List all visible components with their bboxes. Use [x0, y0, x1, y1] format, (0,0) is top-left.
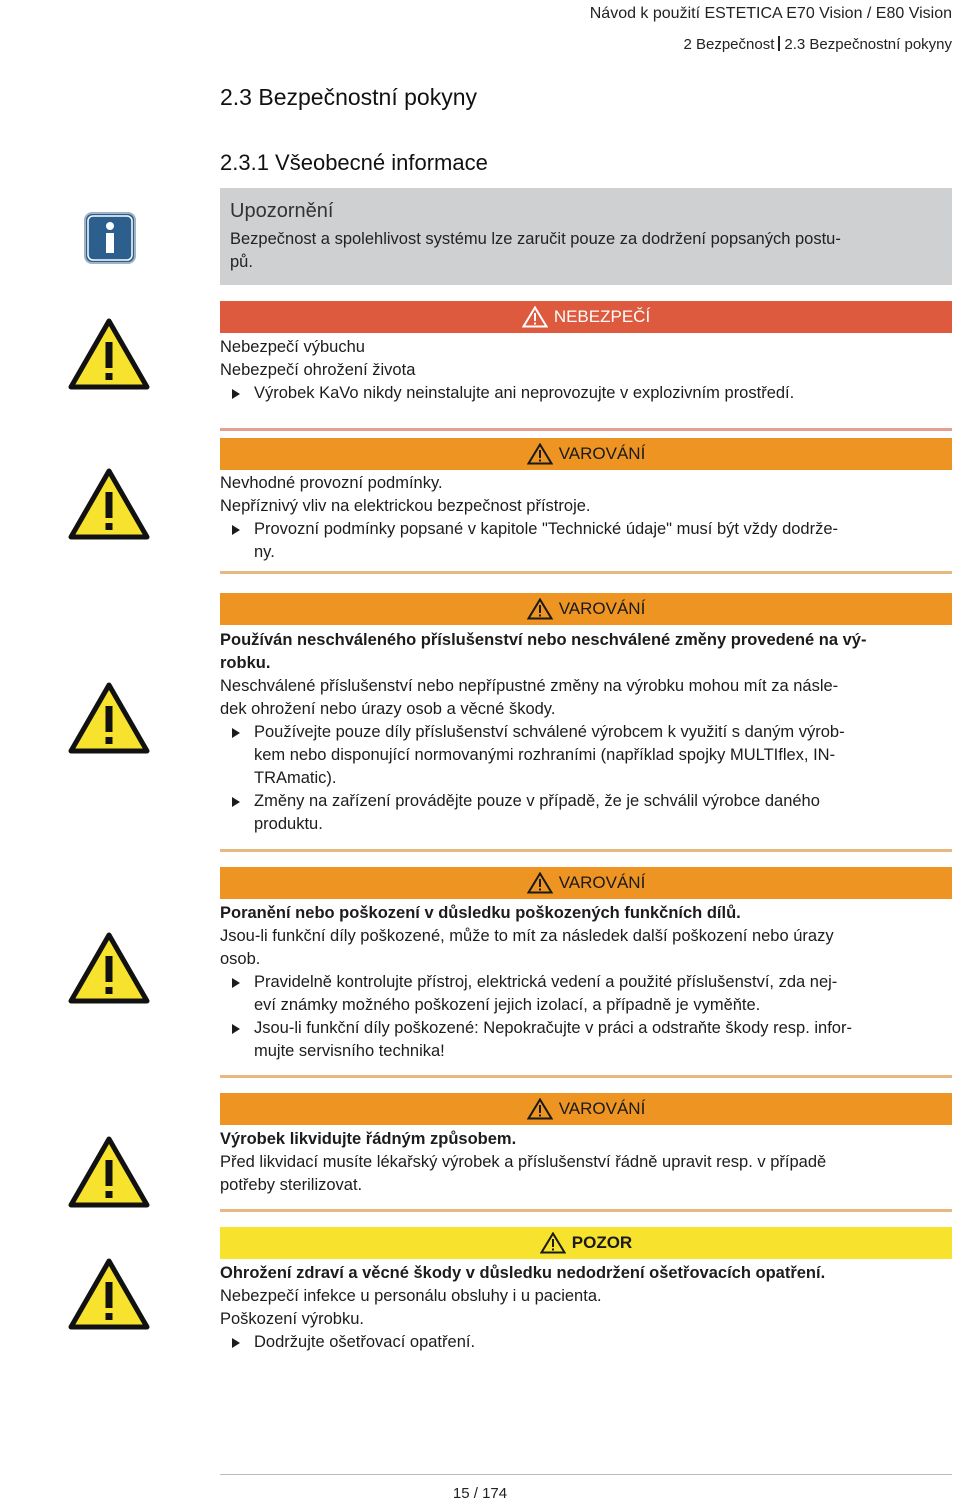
bullet-arrow-icon [232, 389, 240, 399]
note-title: Upozornění [230, 200, 334, 222]
caution-content [220, 1262, 952, 1354]
caution-text: Poškození výrobku. [220, 1310, 364, 1328]
caution-label: POZOR [571, 1233, 633, 1252]
note-box [220, 188, 952, 285]
bullet-arrow-icon [232, 978, 240, 988]
warning4-content [220, 1128, 952, 1197]
warning-heading: robku. [220, 654, 271, 672]
warning-heading: Poranění nebo poškození v důsledku poškozených funkčních dílů. [220, 904, 741, 922]
list-item [220, 721, 952, 790]
small-warning-icon [527, 598, 553, 620]
header-divider [778, 36, 780, 51]
bullet-arrow-icon [232, 728, 240, 738]
danger-text: Nebezpečí ohrožení života [220, 361, 416, 379]
warning-text: osob. [220, 950, 261, 968]
section-label: 2.3 Bezpečnostní pokyny [784, 36, 952, 53]
bullet-text: Jsou-li funkční díly poškozené: Nepokračujte v práci a odstraňte škody resp. infor- [254, 1019, 852, 1037]
info-icon [84, 212, 136, 264]
bullet-text: Pravidelně kontrolujte přístroj, elektrická vedení a použité příslušenství, zda nej- [254, 973, 838, 991]
caution-text: Nebezpečí infekce u personálu obsluhy i u pacienta. [220, 1287, 602, 1305]
page-number: 15 / 174 [452, 1485, 508, 1502]
warning-triangle-icon [68, 318, 150, 390]
small-warning-icon [522, 306, 548, 328]
warning-text: potřeby sterilizovat. [220, 1176, 363, 1194]
separator [220, 428, 952, 431]
note-line: pů. [230, 253, 253, 271]
caution-banner [220, 1227, 952, 1259]
list-item [220, 790, 952, 836]
bullet-text: eví známky možného poškození jejich izolací, a případně je vyměňte. [254, 996, 761, 1014]
warning-label: VAROVÁNÍ [558, 444, 646, 463]
small-warning-icon [527, 443, 553, 465]
warning2-content [220, 629, 952, 836]
warning-text: dek ohrožení nebo úrazy osob a věcné škody. [220, 700, 556, 718]
list-item [220, 518, 952, 564]
list-item [220, 971, 952, 1017]
warning-text: Před likvidací musíte lékařský výrobek a příslušenství řádně upravit resp. v případě [220, 1153, 827, 1171]
document-title: Návod k použití ESTETICA E70 Vision / E80 Vision [589, 5, 952, 22]
bullet-arrow-icon [232, 797, 240, 807]
list-item [220, 1017, 952, 1063]
warning-triangle-icon [68, 1258, 150, 1330]
danger-label: NEBEZPEČÍ [553, 307, 651, 326]
bullet-arrow-icon [232, 525, 240, 535]
warning-heading: Nevhodné provozní podmínky. [220, 474, 443, 492]
bullet-text: Provozní podmínky popsané v kapitole "Technické údaje" musí být vždy dodrže- [254, 520, 839, 538]
bullet-text: kem nebo disponující normovanými rozhraními (například spojky MULTIflex, IN- [254, 746, 836, 764]
warning-banner [220, 867, 952, 899]
small-warning-icon [527, 1098, 553, 1120]
subsection-title: 2.3.1 Všeobecné informace [220, 150, 488, 175]
warning-label: VAROVÁNÍ [558, 599, 646, 618]
warning-label: VAROVÁNÍ [558, 1099, 646, 1118]
danger-heading: Nebezpečí výbuchu [220, 338, 365, 356]
separator [220, 1075, 952, 1078]
small-warning-icon [540, 1232, 566, 1254]
bullet-text: Dodržujte ošetřovací opatření. [254, 1333, 476, 1351]
warning1-content [220, 472, 952, 564]
warning-text: Jsou-li funkční díly poškozené, může to mít za následek další poškození nebo úrazy [220, 927, 834, 945]
list-item [220, 1331, 952, 1354]
warning-heading: Používán neschváleného příslušenství nebo neschválené změny provedené na vý- [220, 631, 867, 649]
bullet-text: mujte servisního technika! [254, 1042, 445, 1060]
bullet-text: Používejte pouze díly příslušenství schválené výrobcem k využití s daným výrob- [254, 723, 845, 741]
bullet-arrow-icon [232, 1338, 240, 1348]
separator [220, 1209, 952, 1212]
warning-text: Neschválené příslušenství nebo nepřípustné změny na výrobku mohou mít za násle- [220, 677, 839, 695]
warning-label: VAROVÁNÍ [558, 873, 646, 892]
list-item [220, 382, 952, 405]
warning-triangle-icon [68, 682, 150, 754]
caution-heading: Ohrožení zdraví a věcné škody v důsledku nedodržení ošetřovacích opatření. [220, 1264, 826, 1282]
warning-triangle-icon [68, 1136, 150, 1208]
separator [220, 571, 952, 574]
bullet-text: Výrobek KaVo nikdy neinstalujte ani neprovozujte v explozivním prostředí. [254, 384, 795, 402]
note-line: Bezpečnost a spolehlivost systému lze zaručit pouze za dodržení popsaných postu- [230, 230, 841, 248]
bullet-text: ny. [254, 543, 275, 561]
small-warning-icon [527, 872, 553, 894]
footer-divider [220, 1474, 952, 1475]
chapter-label: 2 Bezpečnost [683, 36, 775, 53]
bullet-arrow-icon [232, 1024, 240, 1034]
warning-banner [220, 593, 952, 625]
note-text [230, 228, 942, 274]
danger-content [220, 336, 952, 405]
warning-triangle-icon [68, 468, 150, 540]
warning-triangle-icon [68, 932, 150, 1004]
running-header [683, 36, 952, 53]
bullet-text: produktu. [254, 815, 323, 833]
warning-heading: Výrobek likvidujte řádným způsobem. [220, 1130, 517, 1148]
warning-banner [220, 1093, 952, 1125]
separator [220, 849, 952, 852]
warning-banner [220, 438, 952, 470]
warning3-content [220, 902, 952, 1063]
section-title: 2.3 Bezpečnostní pokyny [220, 84, 477, 110]
warning-text: Nepříznivý vliv na elektrickou bezpečnost přístroje. [220, 497, 591, 515]
bullet-text: TRAmatic). [254, 769, 337, 787]
danger-banner [220, 301, 952, 333]
bullet-text: Změny na zařízení provádějte pouze v případě, že je schválil výrobce daného [254, 792, 820, 810]
